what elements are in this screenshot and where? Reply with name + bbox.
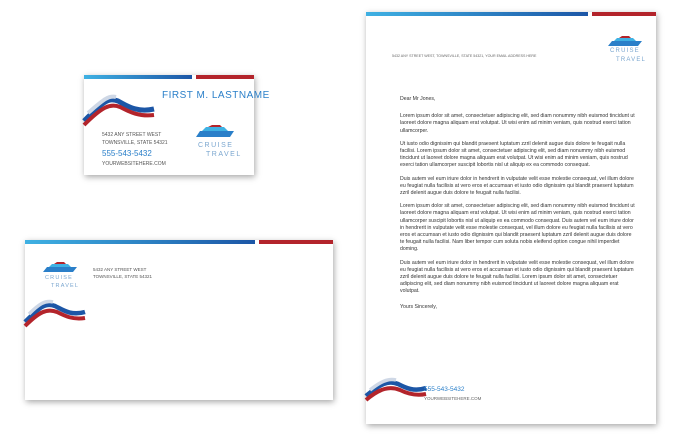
card-name: FIRST M. LASTNAME (162, 90, 270, 101)
card-website: YOURWEBSITEHERE.COM (102, 161, 166, 167)
letter-paragraph: Ut iusto odio dignissim qui blandit praesent luptatum zzril delenit augue duis dolore te feugait nulla facilisi. Lorem ipsum dolor sit amet, consectetuer adipiscing elit, sed diam nonummy nibh euismod tincidunt ut laoreet dolore magna aliquam erat volutpat. Ut wisi enim ad minim veniam, quis nostrud exerci tation ullamcorper suscipit lobortis nisl ut aliquip ex ea commodo consequat. (400, 140, 628, 169)
envelope-address-line1: 5432 ANY STREET WEST (93, 267, 147, 272)
card-blue-stripe (84, 75, 192, 79)
letterhead (366, 12, 656, 424)
letterhead-logo-cruise: CRUISE (610, 48, 640, 54)
letter-body (400, 96, 636, 317)
envelope-ship-logo-icon (41, 262, 77, 274)
letterhead-logo-travel: TRAVEL (616, 57, 647, 63)
card-red-stripe (196, 75, 254, 79)
envelope-logo-cruise: CRUISE (45, 275, 73, 281)
letter-paragraph: Lorem ipsum dolor sit amet, consectetuer adipiscing elit, sed diam nonummy nibh euismod tincidunt ut laoreet dolore magna aliquam erat volutpat. Ut wisi enim ad minim veniam, quis nostrud exerci tation ullamcorper. (400, 113, 635, 134)
card-address-line1: 5432 ANY STREET WEST (102, 132, 162, 138)
envelope (25, 240, 333, 400)
card-ribbon-swoosh (84, 87, 154, 127)
letter-closing: Yours Sincerely, (400, 303, 437, 310)
card-ship-logo-icon (194, 125, 234, 139)
card-logo-cruise: CRUISE (198, 142, 234, 149)
envelope-ribbon-swoosh (25, 292, 85, 328)
envelope-logo-travel: TRAVEL (51, 283, 80, 289)
card-address-line2: TOWNSVILLE, STATE 54321 (102, 140, 168, 146)
card-phone: 555-543-5432 (102, 149, 152, 158)
letter-paragraph: Lorem ipsum dolor sit amet, consectetuer adipiscing elit, sed diam nonummy nibh euismod tincidunt ut laoreet dolore magna aliquam erat volutpat. Ut wisi enim ad minim veniam, quis nostrud exerci tation ullamcorper suscipit lobortis nisl ut aliquip ex ea commodo consequat. Duis autem vel eum iriure dolor in hendrerit in vulputate velit esse molestie consequat, vel illum dolore eu feugiat nulla facilisis at vero eros et accumsan et iusto odio dignissim qui blandit praesent luptatum zzril delenit augue duis dolore te feugait nulla facilisi. Nam liber tempor cum soluta nobis eleifend option congue nihil imperdiet doming. (400, 203, 635, 253)
letterhead-blue-stripe (366, 12, 588, 16)
letterhead-red-stripe (592, 12, 656, 16)
letterhead-ribbon-swoosh (366, 372, 426, 400)
letter-paragraph: Duis autem vel eum iriure dolor in hendrerit in vulputate velit esse molestie consequat, vel illum dolore eu feugiat nulla facilisis at vero eros et accumsan et iusto odio dignissim qui blandit praesent luptatum zzril delenit augue duis dolore te feugait nulla facilisi. (400, 175, 634, 197)
card-logo-travel: TRAVEL (206, 151, 242, 158)
letterhead-address-header: 5432 ANY STREET WEST, TOWNSVILLE, STATE 54321, YOUR EMAIL ADDRESS HERE (392, 54, 537, 58)
letterhead-footer-phone: 555-543-5432 (424, 386, 465, 393)
letter-paragraph: Duis autem vel eum iriure dolor in hendrerit in vulputate velit esse molestie consequat, vel illum dolore eu feugiat nulla facilisis at vero eros et accumsan et iusto odio dignissim qui blandit praesent luptatum zzril delenit augue duis dolore te feugait nulla facilisi. Lorem ipsum dolor sit amet, consectetuer adipiscing elit, sed diam nonummy nibh euismod tincidunt ut laoreet dolore magna aliquam erat volutpat. (400, 259, 634, 295)
envelope-address-line2: TOWNSVILLE, STATE 54321 (93, 274, 153, 279)
envelope-red-stripe (259, 240, 333, 244)
business-card (84, 75, 270, 175)
envelope-blue-stripe (25, 240, 255, 244)
letterhead-footer-website: YOURWEBSITEHERE.COM (424, 396, 482, 401)
letter-salutation: Dear Mr Jones, (400, 96, 436, 102)
letterhead-ship-logo-icon (606, 36, 642, 48)
